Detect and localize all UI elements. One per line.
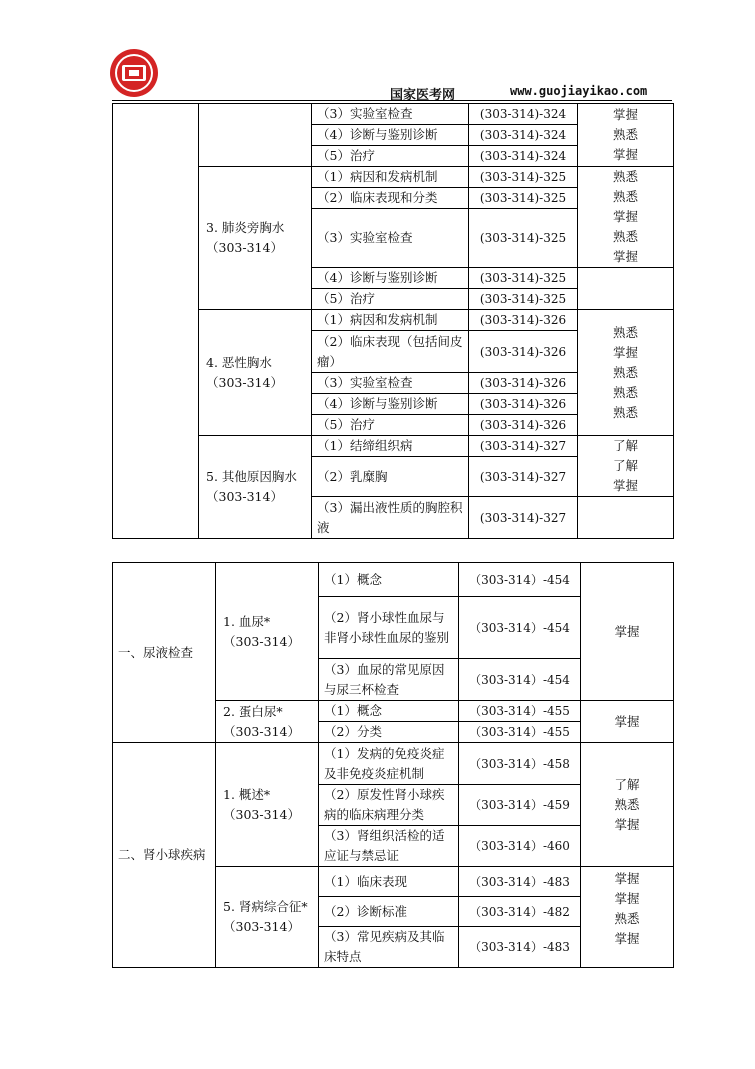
site-url: www.guojiayikao.com (510, 84, 648, 98)
item-label: （3）实验室检查 (312, 209, 469, 268)
item-label: （3）常见疾病及其临床特点 (319, 927, 459, 968)
topic-cell (216, 743, 319, 867)
item-label: （3）血尿的常见原因与尿三杯检查 (319, 659, 459, 701)
item-label: （1）临床表现 (319, 867, 459, 897)
item-label: （4）诊断与鉴别诊断 (312, 268, 469, 289)
item-code: (303-314)-324 (469, 146, 578, 167)
item-code: （303-314）-482 (459, 897, 581, 927)
item-code: (303-314)-325 (469, 188, 578, 209)
requirement: 熟悉 (614, 911, 640, 926)
requirement: 掌握 (614, 891, 640, 906)
topic-cell (199, 310, 312, 436)
topic-title: 2. 蛋白尿* (223, 703, 283, 719)
requirement: 掌握 (612, 249, 638, 264)
item-label: （2）分类 (319, 722, 459, 743)
table-row (113, 743, 674, 785)
topic-code: （303-314） (206, 489, 283, 504)
table-row (113, 104, 674, 125)
requirement: 掌握 (612, 107, 638, 122)
topic-code: （303-314） (223, 633, 300, 649)
requirement: 掌握 (612, 344, 638, 360)
topic-code: （303-314） (223, 806, 300, 822)
item-label: （1）病因和发病机制 (312, 310, 469, 331)
item-label: （3）肾组织活检的适应证与禁忌证 (319, 826, 459, 867)
requirement: 熟悉 (612, 127, 638, 142)
requirement: 熟悉 (612, 189, 638, 204)
requirement: 掌握 (614, 871, 640, 886)
requirement-cell (578, 167, 674, 268)
item-code: (303-314)-327 (469, 436, 578, 457)
table-row (113, 563, 674, 597)
requirement: 熟悉 (612, 324, 638, 340)
requirement-cell (581, 743, 674, 867)
item-label: （2）诊断标准 (319, 897, 459, 927)
item-code: (303-314)-324 (469, 104, 578, 125)
item-code: （303-314）-454 (459, 659, 581, 701)
item-label: （5）治疗 (312, 146, 469, 167)
item-code: （303-314）-455 (459, 701, 581, 722)
topic-cell (199, 104, 312, 167)
item-code: (303-314)-325 (469, 289, 578, 310)
item-code: （303-314）-460 (459, 826, 581, 867)
requirement: 掌握 (581, 701, 674, 743)
site-name: 国家医考网 (390, 88, 456, 103)
topic-title: 4. 恶性胸水 (206, 354, 272, 370)
topic-cell (216, 701, 319, 743)
requirement-cell (578, 310, 674, 436)
topic-code: （303-314） (206, 374, 283, 390)
item-code: (303-314)-327 (469, 497, 578, 539)
requirement: 熟悉 (612, 364, 638, 380)
item-label: （1）概念 (319, 563, 459, 597)
item-label: （1）发病的免疫炎症及非免疫炎症机制 (319, 743, 459, 785)
item-label: （2）原发性肾小球疾病的临床病理分类 (319, 785, 459, 826)
section-title: 一、尿液检查 (113, 563, 216, 743)
section-cell (113, 104, 199, 539)
item-code: (303-314)-325 (469, 209, 578, 268)
item-code: （303-314）-455 (459, 722, 581, 743)
topic-cell (216, 867, 319, 968)
requirement: 掌握 (614, 931, 640, 946)
item-label: （1）结缔组织病 (312, 436, 469, 457)
topic-cell (199, 436, 312, 539)
item-code: （303-314）-454 (459, 597, 581, 659)
item-label: （2）临床表现和分类 (312, 188, 469, 209)
topic-title: 5. 肾病综合征* (223, 899, 308, 914)
topic-title: 1. 概述* (223, 786, 271, 802)
item-label: （4）诊断与鉴别诊断 (312, 394, 469, 415)
section-title: 二、肾小球疾病 (113, 743, 216, 968)
requirement-cell-empty (578, 497, 674, 539)
item-label: （3）实验室检查 (312, 104, 469, 125)
item-code: (303-314)-326 (469, 394, 578, 415)
requirement-cell-empty (578, 268, 674, 310)
topic-title: 3. 肺炎旁胸水 (206, 220, 285, 235)
requirement: 掌握 (612, 478, 638, 493)
topic-code: （303-314） (223, 919, 300, 934)
requirement: 掌握 (581, 563, 674, 701)
item-label: （2）临床表现（包括间皮瘤） (312, 331, 469, 373)
item-label: （1）概念 (319, 701, 459, 722)
item-label: （2）乳糜胸 (312, 457, 469, 497)
item-code: (303-314)-325 (469, 268, 578, 289)
requirement: 掌握 (614, 816, 640, 832)
requirement: 掌握 (612, 147, 638, 162)
item-label: （3）实验室检查 (312, 373, 469, 394)
item-code: (303-314)-326 (469, 310, 578, 331)
logo-icon (109, 47, 159, 99)
item-code: (303-314)-324 (469, 125, 578, 146)
requirement-cell (578, 436, 674, 497)
item-code: (303-314)-326 (469, 331, 578, 373)
item-label: （3）漏出液性质的胸腔积液 (312, 497, 469, 539)
item-code: (303-314)-327 (469, 457, 578, 497)
item-code: （303-314）-459 (459, 785, 581, 826)
requirement: 掌握 (612, 209, 638, 224)
requirement: 熟悉 (612, 169, 638, 184)
requirement: 熟悉 (612, 384, 638, 400)
item-label: （4）诊断与鉴别诊断 (312, 125, 469, 146)
syllabus-table-1 (112, 103, 674, 539)
item-code: (303-314)-325 (469, 167, 578, 188)
item-code: （303-314）-483 (459, 867, 581, 897)
item-code: （303-314）-454 (459, 563, 581, 597)
requirement: 熟悉 (612, 229, 638, 244)
item-label: （2）肾小球性血尿与非肾小球性血尿的鉴别 (319, 597, 459, 659)
item-code: (303-314)-326 (469, 415, 578, 436)
requirement: 了解 (612, 458, 638, 473)
requirement-cell (578, 104, 674, 167)
item-code: （303-314）-458 (459, 743, 581, 785)
item-code: (303-314)-326 (469, 373, 578, 394)
topic-code: （303-314） (206, 240, 283, 255)
requirement: 了解 (614, 776, 640, 792)
topic-title: 5. 其他原因胸水 (206, 469, 297, 484)
header-divider (112, 100, 672, 101)
item-code: （303-314）-483 (459, 927, 581, 968)
syllabus-table-2 (112, 562, 674, 968)
requirement: 了解 (612, 438, 638, 453)
topic-code: （303-314） (223, 723, 300, 739)
item-label: （1）病因和发病机制 (312, 167, 469, 188)
topic-cell (216, 563, 319, 701)
item-label: （5）治疗 (312, 415, 469, 436)
requirement: 熟悉 (612, 404, 638, 420)
requirement-cell (581, 867, 674, 968)
item-label: （5）治疗 (312, 289, 469, 310)
topic-cell (199, 167, 312, 310)
topic-title: 1. 血尿* (223, 613, 271, 629)
requirement: 熟悉 (614, 796, 640, 812)
